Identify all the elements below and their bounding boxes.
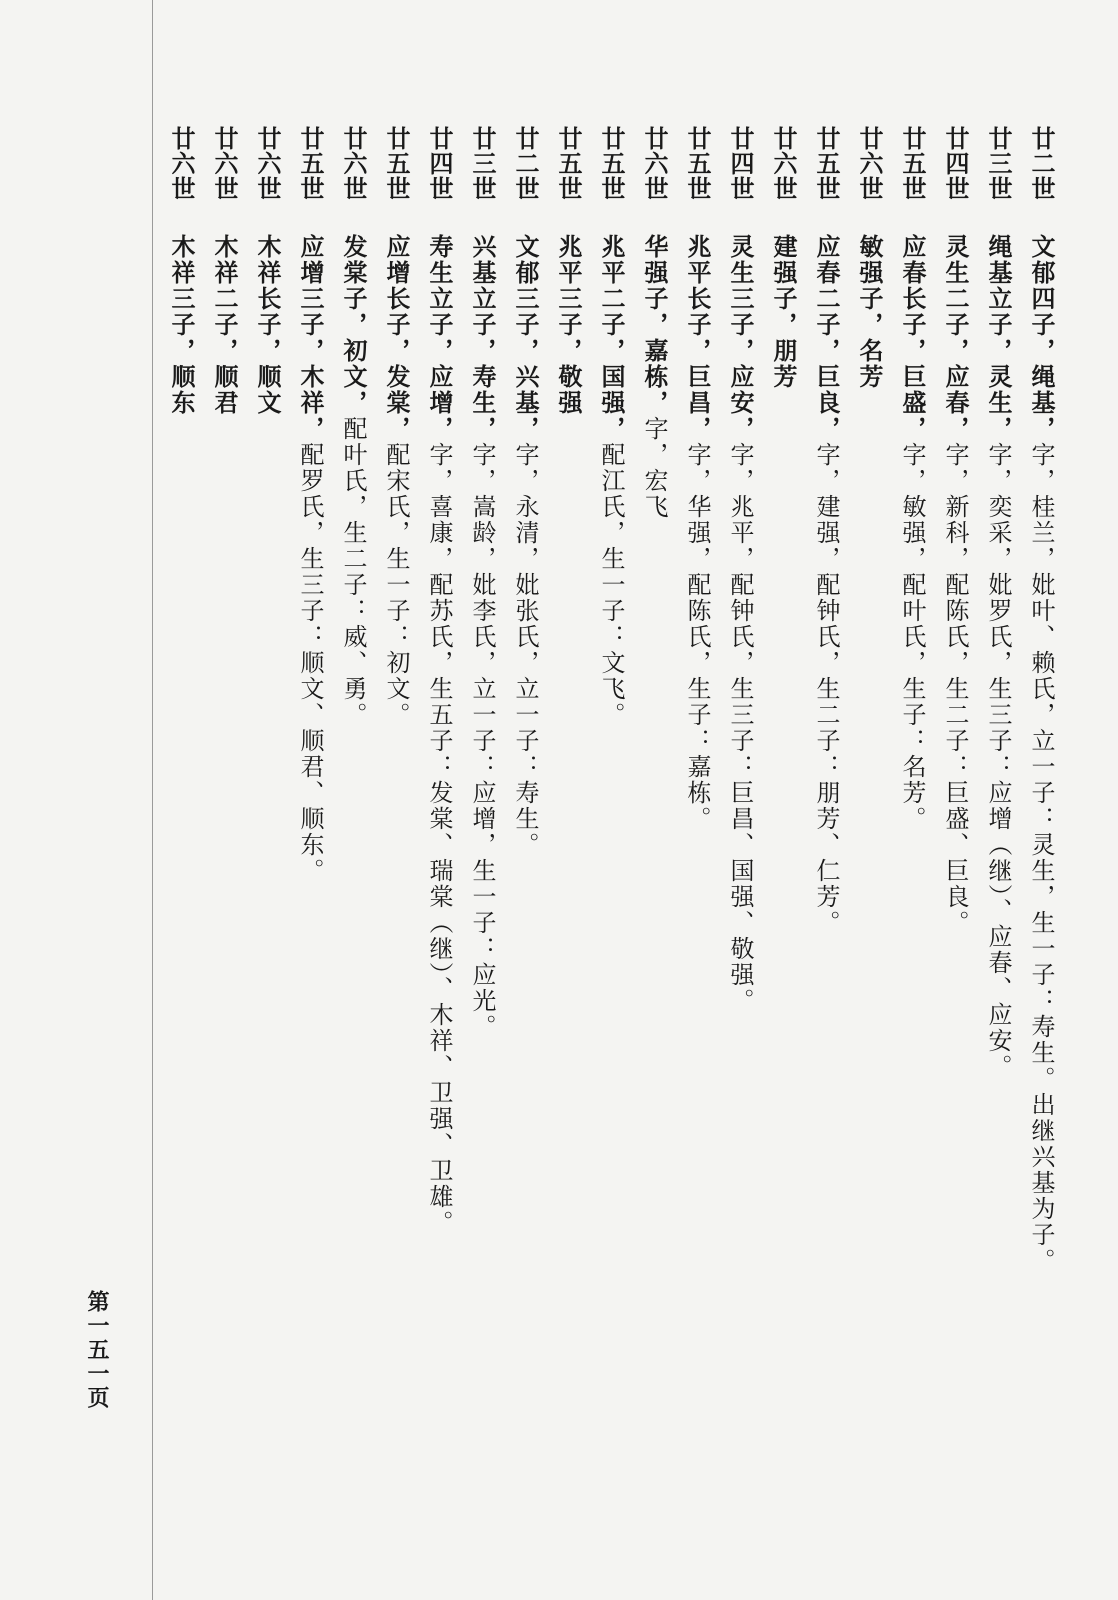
entry-column bbox=[293, 126, 327, 1466]
entry-name: 绳基立子，灵生， bbox=[984, 234, 1013, 442]
entry-detail: 字，嵩龄，妣李氏，立一子：应增，生一子：应光。 bbox=[468, 442, 496, 1040]
generation-label: 廿三世 bbox=[468, 126, 497, 201]
entry-text bbox=[895, 234, 929, 832]
entry-detail: 字，兆平，配钟氏，生三子：巨昌、国强、敬强。 bbox=[726, 442, 754, 1014]
generation-label: 廿六世 bbox=[640, 126, 669, 201]
entry-name: 敏强子，名芳 bbox=[855, 234, 884, 390]
entry-text bbox=[981, 234, 1015, 1080]
generation-label: 廿五世 bbox=[898, 126, 927, 201]
entry-name: 木祥长子，顺文 bbox=[253, 234, 282, 416]
entry-name: 建强子，朋芳 bbox=[769, 234, 798, 390]
entry-text bbox=[766, 234, 800, 390]
entry-column bbox=[207, 126, 241, 1466]
entry-text bbox=[938, 234, 972, 936]
entry-name: 灵生三子，应安， bbox=[726, 234, 755, 442]
generation-label: 廿五世 bbox=[683, 126, 712, 201]
entry-column bbox=[508, 126, 542, 1466]
entry-detail: 字，桂兰，妣叶、赖氏，立一子：灵生，生一子：寿生。出继兴基为子。 bbox=[1027, 442, 1055, 1274]
entry-name: 兆平长子，巨昌， bbox=[683, 234, 712, 442]
entry-name: 文郁四子，绳基， bbox=[1027, 234, 1056, 442]
generation-label: 廿五世 bbox=[554, 126, 583, 201]
entry-column bbox=[164, 126, 198, 1466]
entry-text bbox=[422, 234, 456, 1236]
entry-column bbox=[250, 126, 284, 1466]
generation-label: 廿二世 bbox=[511, 126, 540, 201]
entry-column bbox=[852, 126, 886, 1466]
entry-column bbox=[938, 126, 972, 1466]
genealogy-columns bbox=[164, 126, 1058, 1466]
entry-column bbox=[465, 126, 499, 1466]
entry-detail: 字，喜康，配苏氏，生五子：发棠、瑞棠（继）、木祥、卫强、卫雄。 bbox=[425, 442, 453, 1236]
entry-text bbox=[551, 234, 585, 416]
entry-text bbox=[637, 234, 671, 520]
entry-text bbox=[207, 234, 241, 416]
entry-name: 华强子，嘉栋， bbox=[640, 234, 669, 416]
entry-text bbox=[1024, 234, 1058, 1274]
entry-column bbox=[379, 126, 413, 1466]
generation-label: 廿四世 bbox=[425, 126, 454, 201]
generation-label: 廿六世 bbox=[769, 126, 798, 201]
entry-detail: 字，敏强，配叶氏，生子：名芳。 bbox=[898, 442, 926, 832]
entry-text bbox=[809, 234, 843, 936]
entry-text bbox=[680, 234, 714, 832]
entry-name: 灵生二子，应春， bbox=[941, 234, 970, 442]
entry-column bbox=[422, 126, 456, 1466]
generation-label: 廿六世 bbox=[855, 126, 884, 201]
generation-label: 廿五世 bbox=[597, 126, 626, 201]
entry-text bbox=[508, 234, 542, 858]
entry-text bbox=[379, 234, 413, 728]
generation-label: 廿五世 bbox=[812, 126, 841, 201]
entry-column bbox=[809, 126, 843, 1466]
generation-label: 廿四世 bbox=[726, 126, 755, 201]
entry-name: 木祥二子，顺君 bbox=[210, 234, 239, 416]
generation-label: 廿六世 bbox=[210, 126, 239, 201]
entry-text bbox=[465, 234, 499, 1040]
entry-text bbox=[852, 234, 886, 390]
entry-name: 木祥三子，顺东 bbox=[167, 234, 196, 416]
entry-column bbox=[551, 126, 585, 1466]
entry-detail: 字，建强，配钟氏，生二子：朋芳、仁芳。 bbox=[812, 442, 840, 936]
entry-text bbox=[723, 234, 757, 1014]
generation-label: 廿五世 bbox=[382, 126, 411, 201]
entry-detail: 字，新科，配陈氏，生二子：巨盛、巨良。 bbox=[941, 442, 969, 936]
entry-column bbox=[680, 126, 714, 1466]
entry-column bbox=[336, 126, 370, 1466]
entry-column bbox=[637, 126, 671, 1466]
entry-column bbox=[723, 126, 757, 1466]
entry-text bbox=[164, 234, 198, 416]
entry-name: 应增长子，发棠， bbox=[382, 234, 411, 442]
generation-label: 廿六世 bbox=[167, 126, 196, 201]
generation-label: 廿五世 bbox=[296, 126, 325, 201]
entry-detail: 字，宏飞 bbox=[640, 416, 668, 520]
entry-name: 应春长子，巨盛， bbox=[898, 234, 927, 442]
generation-label: 廿六世 bbox=[339, 126, 368, 201]
entry-detail: 字，永清，妣张氏，立一子：寿生。 bbox=[511, 442, 539, 858]
generation-label: 廿三世 bbox=[984, 126, 1013, 201]
entry-column bbox=[981, 126, 1015, 1466]
entry-column bbox=[895, 126, 929, 1466]
entry-text bbox=[293, 234, 327, 884]
entry-text bbox=[336, 234, 370, 728]
entry-name: 寿生立子，应增， bbox=[425, 234, 454, 442]
entry-name: 兆平二子，国强， bbox=[597, 234, 626, 442]
generation-label: 廿四世 bbox=[941, 126, 970, 201]
entry-name: 应增三子，木祥， bbox=[296, 234, 325, 442]
entry-text bbox=[594, 234, 628, 728]
entry-column bbox=[594, 126, 628, 1466]
entry-column bbox=[1024, 126, 1058, 1466]
page-number: 第一五一页 bbox=[84, 1290, 110, 1410]
entry-column bbox=[766, 126, 800, 1466]
generation-label: 廿六世 bbox=[253, 126, 282, 201]
entry-detail: 字，奕采，妣罗氏，生三子：应增（继）、应春、应安。 bbox=[984, 442, 1012, 1080]
entry-detail: 配宋氏，生一子：初文。 bbox=[382, 442, 410, 728]
entry-name: 应春二子，巨良， bbox=[812, 234, 841, 442]
entry-name: 兴基立子，寿生， bbox=[468, 234, 497, 442]
entry-name: 发棠子，初文， bbox=[339, 234, 368, 416]
page-border-line bbox=[152, 0, 153, 1600]
generation-label: 廿二世 bbox=[1027, 126, 1056, 201]
entry-detail: 字，华强，配陈氏，生子：嘉栋。 bbox=[683, 442, 711, 832]
entry-name: 兆平三子，敬强 bbox=[554, 234, 583, 416]
entry-text bbox=[250, 234, 284, 416]
entry-detail: 配罗氏，生三子：顺文、顺君、顺东。 bbox=[296, 442, 324, 884]
entry-name: 文郁三子，兴基， bbox=[511, 234, 540, 442]
entry-detail: 配江氏，生一子：文飞。 bbox=[597, 442, 625, 728]
entry-detail: 配叶氏，生二子：威、勇。 bbox=[339, 416, 367, 728]
